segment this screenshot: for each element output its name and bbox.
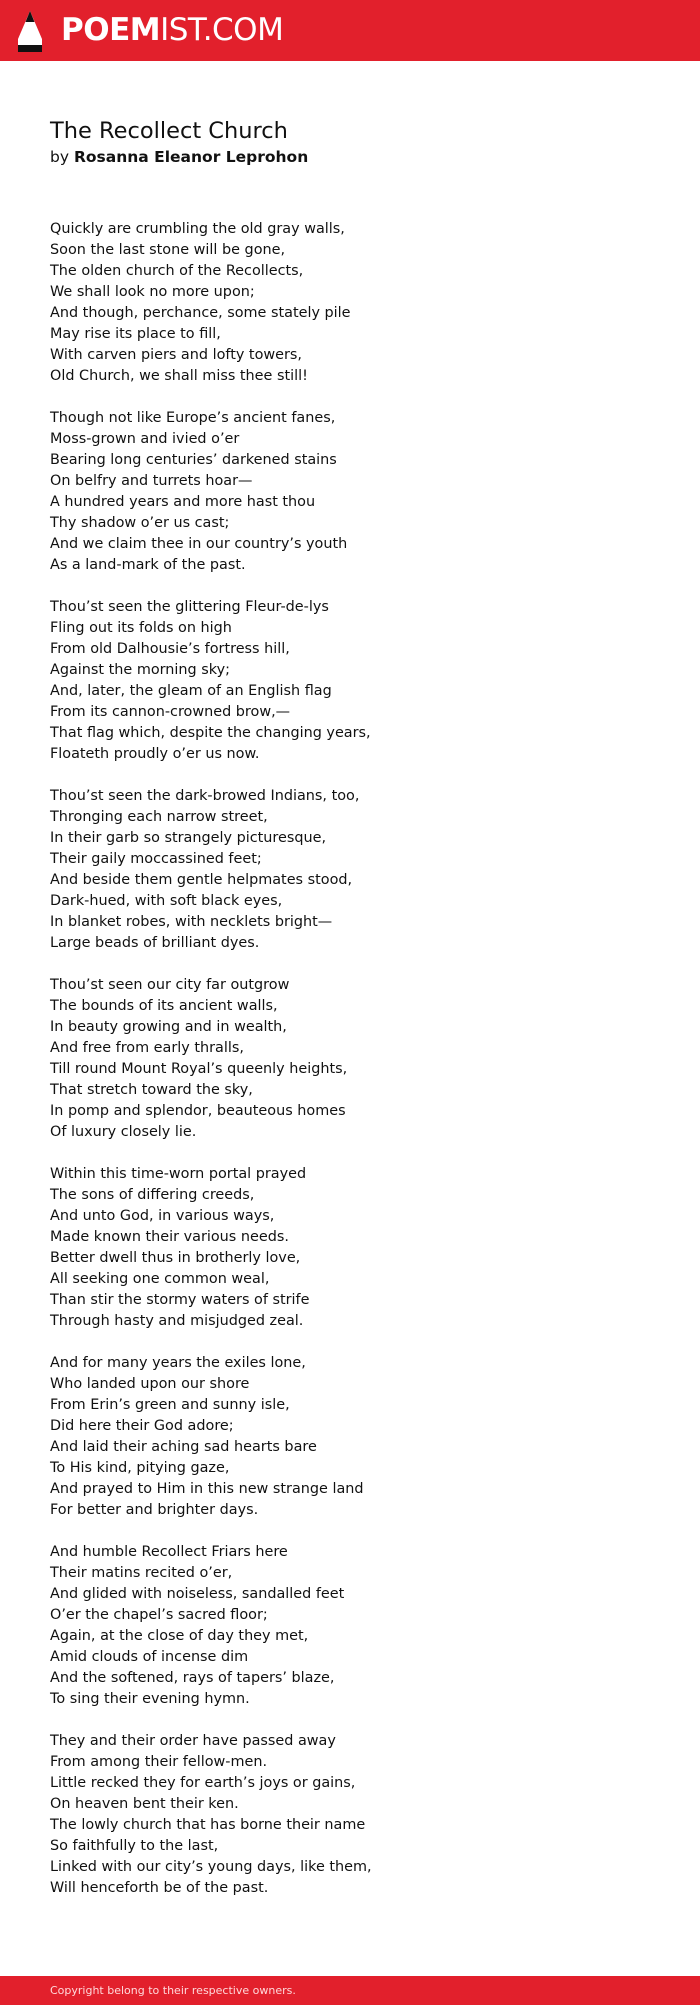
poem-line: Bearing long centuries’ darkened stains: [50, 452, 337, 468]
poem-line: So faithfully to the last,: [50, 1838, 219, 1854]
poem-line: Moss-grown and ivied o’er: [50, 431, 240, 447]
poem-line: Dark-hued, with soft black eyes,: [50, 893, 283, 909]
logo-light-text: IST.COM: [160, 12, 284, 48]
poem-line: On belfry and turrets hoar—: [50, 473, 253, 489]
poem-line: From Erin’s green and sunny isle,: [50, 1397, 290, 1413]
poem-line: The olden church of the Recollects,: [50, 263, 304, 279]
poem-line: Floateth proudly o’er us now.: [50, 746, 260, 762]
poem-line: Of luxury closely lie.: [50, 1124, 197, 1140]
poem-line: O’er the chapel’s sacred floor;: [50, 1607, 268, 1623]
poem-line: In pomp and splendor, beauteous homes: [50, 1103, 346, 1119]
poem-line: With carven piers and lofty towers,: [50, 347, 302, 363]
poem-line: Till round Mount Royal’s queenly heights,: [50, 1061, 348, 1077]
poem-line: The lowly church that has borne their name: [50, 1817, 366, 1833]
stanza: [50, 1542, 650, 1710]
poem-line: Made known their various needs.: [50, 1229, 289, 1245]
poem-line: And free from early thralls,: [50, 1040, 244, 1056]
poem-line: We shall look no more upon;: [50, 284, 255, 300]
poem-line: A hundred years and more hast thou: [50, 494, 316, 510]
site-footer: [0, 1976, 700, 2005]
poem-line: Will henceforth be of the past.: [50, 1880, 269, 1896]
poem-line: Within this time-worn portal prayed: [50, 1166, 307, 1182]
poem-line: From among their fellow-men.: [50, 1754, 268, 1770]
poem-line: And for many years the exiles lone,: [50, 1355, 306, 1371]
poem-line: And the softened, rays of tapers’ blaze,: [50, 1670, 335, 1686]
poem-line: Fling out its folds on high: [50, 620, 232, 636]
poem-line: And though, perchance, some stately pile: [50, 305, 351, 321]
poem-line: And prayed to Him in this new strange land: [50, 1481, 364, 1497]
stanza: [50, 408, 650, 576]
poem-line: To sing their evening hymn.: [50, 1691, 250, 1707]
poem-line: Did here their God adore;: [50, 1418, 234, 1434]
poem-line: Thy shadow o’er us cast;: [50, 515, 230, 531]
poem-line: From old Dalhousie’s fortress hill,: [50, 641, 290, 657]
poem-line: And we claim thee in our country’s youth: [50, 536, 348, 552]
poem-line: Though not like Europe’s ancient fanes,: [50, 410, 336, 426]
stanza: [50, 1164, 650, 1332]
poem-line: That flag which, despite the changing years,: [50, 725, 371, 741]
poem-line: And unto God, in various ways,: [50, 1208, 275, 1224]
poem-line: They and their order have passed away: [50, 1733, 336, 1749]
poem-line: Amid clouds of incense dim: [50, 1649, 249, 1665]
poem-line: Thou’st seen the glittering Fleur-de-lys: [50, 599, 329, 615]
copyright-text: Copyright belong to their respective owners.: [50, 1984, 296, 1997]
poem-line: Against the morning sky;: [50, 662, 230, 678]
poem-line: And glided with noiseless, sandalled feet: [50, 1586, 345, 1602]
author-name: Rosanna Eleanor Leprohon: [73, 148, 309, 166]
stanza: [50, 975, 650, 1143]
stanza: [50, 597, 650, 765]
poem-line: And, later, the gleam of an English flag: [50, 683, 332, 699]
poem-line: Thou’st seen the dark-browed Indians, too,: [50, 788, 360, 804]
poem-line: Again, at the close of day they met,: [50, 1628, 309, 1644]
poem-line: Little recked they for earth’s joys or gains,: [50, 1775, 356, 1791]
stanza: [50, 1353, 650, 1521]
poem-line: Their matins recited o’er,: [50, 1565, 233, 1581]
poem-line: To His kind, pitying gaze,: [50, 1460, 230, 1476]
site-header: [0, 0, 700, 61]
poem-line: Through hasty and misjudged zeal.: [50, 1313, 304, 1329]
poem-line: May rise its place to fill,: [50, 326, 221, 342]
stanza: [50, 219, 650, 387]
poem-line: And laid their aching sad hearts bare: [50, 1439, 317, 1455]
poem-line: In their garb so strangely picturesque,: [50, 830, 327, 846]
poem-line: As a land-mark of the past.: [50, 557, 246, 573]
poem-line: Their gaily moccassined feet;: [50, 851, 262, 867]
poem-line: All seeking one common weal,: [50, 1271, 270, 1287]
poem-title: The Recollect Church: [50, 118, 288, 144]
stanza: [50, 786, 650, 954]
poem-line: Better dwell thus in brotherly love,: [50, 1250, 301, 1266]
site-logo[interactable]: [61, 10, 283, 50]
poem-line: In beauty growing and in wealth,: [50, 1019, 287, 1035]
poem-line: That stretch toward the sky,: [50, 1082, 253, 1098]
poem-line: Quickly are crumbling the old gray walls,: [50, 221, 345, 237]
poem-line: And humble Recollect Friars here: [50, 1544, 288, 1560]
logo-bold-text: POEM: [61, 12, 161, 48]
poem-line: From its cannon-crowned brow,—: [50, 704, 291, 720]
poem-line: Linked with our city’s young days, like them,: [50, 1859, 372, 1875]
poem-line: On heaven bent their ken.: [50, 1796, 239, 1812]
poem-line: For better and brighter days.: [50, 1502, 259, 1518]
poem-line: Thronging each narrow street,: [50, 809, 268, 825]
poem-body: [50, 219, 650, 1920]
poem-line: Who landed upon our shore: [50, 1376, 250, 1392]
pencil-icon[interactable]: [17, 9, 43, 53]
stanza: [50, 1731, 650, 1899]
poem-line: Old Church, we shall miss thee still!: [50, 368, 308, 384]
poem-line: Large beads of brilliant dyes.: [50, 935, 260, 951]
by-label: by: [50, 148, 70, 166]
poem-line: The sons of differing creeds,: [50, 1187, 255, 1203]
poem-line: Thou’st seen our city far outgrow: [50, 977, 290, 993]
poem-line: And beside them gentle helpmates stood,: [50, 872, 353, 888]
poem-line: In blanket robes, with necklets bright—: [50, 914, 333, 930]
poem-header: [50, 116, 650, 168]
poem-line: Soon the last stone will be gone,: [50, 242, 286, 258]
poem-line: The bounds of its ancient walls,: [50, 998, 278, 1014]
byline: [50, 146, 650, 168]
poem-line: Than stir the stormy waters of strife: [50, 1292, 310, 1308]
